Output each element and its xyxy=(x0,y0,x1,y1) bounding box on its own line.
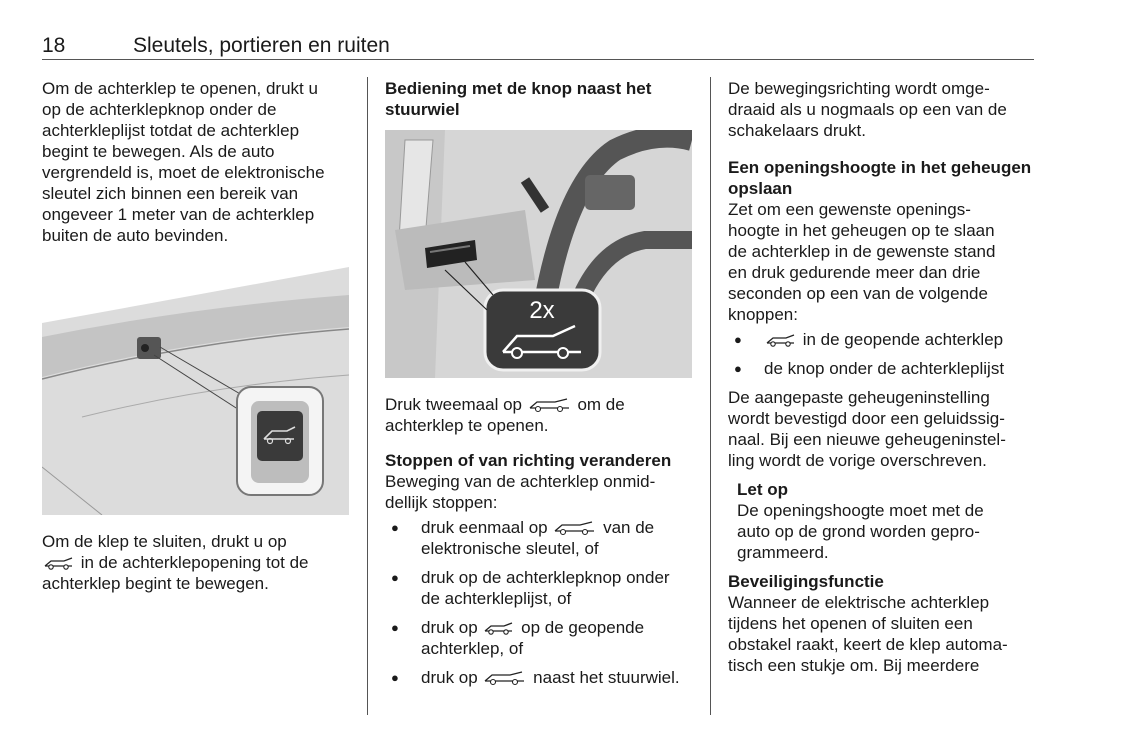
note-box: Let op De openingshoogte moet met de auto op de grond worden gepro- grammeerd. xyxy=(728,479,1040,563)
column-1 xyxy=(42,78,352,594)
tailgate-icon xyxy=(482,620,516,636)
tailgate-open-paragraph: Om de achterklep te openen, drukt u op de achterklepknop onder de achterkleplijst totdat de achterklep begint te bewegen. Als de auto vergrendeld is, moet de elektronische sleutel zich binnen een bereik van ongeveer 1 meter van de achterklep buiten de auto bevinden. xyxy=(42,79,325,245)
tailgate-close-paragraph: Om de klep te sluiten, drukt u op in de achterklepopening tot de achterklep begint te bewegen. xyxy=(42,532,309,593)
tailgate-icon xyxy=(42,555,76,571)
column-divider-1 xyxy=(367,77,368,715)
press-twice-paragraph: Druk tweemaal op om de achterklep te openen. xyxy=(385,395,625,435)
note-heading: Let op xyxy=(737,480,788,499)
direction-paragraph: De bewegingsrichting wordt omge- draaid als u nogmaals op een van de schakelaars drukt. xyxy=(728,79,1007,140)
confirm-paragraph: De aangepaste geheugeninstelling wordt bevestigd door een geluidssig- naal. Bij een nieuwe geheugeninstel- ling wordt de vorige overschreven. xyxy=(728,388,1006,470)
stop-heading: Stoppen of van richting veranderen xyxy=(385,451,672,470)
tailgate-open-icon xyxy=(552,520,598,536)
list-item: ● druk op naast het stuurwiel. xyxy=(385,667,695,688)
list-item: ● druk op op de geopende achterklep, of xyxy=(385,617,695,659)
tailgate-icon xyxy=(764,332,798,348)
memory-heading: Een openingshoogte in het geheugen xyxy=(728,158,1032,177)
header-divider xyxy=(42,59,1034,60)
tailgate-button-illustration xyxy=(42,267,349,515)
security-heading: Beveiligingsfunctie xyxy=(728,572,884,591)
steering-wheel-illustration xyxy=(385,130,692,378)
memory-section: Een openingshoogte in het geheugen opslaan Zet om een gewenste openings- hoogte in het geheugen op te slaan de achterklep in de gewenste stand en druk gedurende meer dan drie seconden op een van de volgende knoppen: xyxy=(728,157,1040,325)
tailgate-open-icon xyxy=(527,397,573,413)
image-badge: 2x xyxy=(529,297,555,324)
tailgate-open-icon xyxy=(482,670,528,686)
list-item: ● de knop onder de achterkleplijst xyxy=(728,358,1040,379)
stop-bullet-list xyxy=(385,517,695,688)
page-title: Sleutels, portieren en ruiten xyxy=(133,34,390,57)
column-3 xyxy=(728,78,1040,676)
list-item: ● druk op de achterklepknop onder de achterkleplijst, of xyxy=(385,567,695,609)
list-item: ● druk eenmaal op van de elektronische sleutel, of xyxy=(385,517,695,559)
page-number: 18 xyxy=(42,34,66,57)
steering-button-heading: Bediening met de knop naast het stuurwiel xyxy=(385,79,652,119)
list-item: ● in de geopende achterklep xyxy=(728,329,1040,350)
security-section: Beveiligingsfunctie Wanneer de elektrische achterklep tijdens het openen of sluiten een obstakel raakt, keert de klep automa- tisch een stukje om. Bij meerdere xyxy=(728,571,1040,676)
memory-bullet-list xyxy=(728,329,1040,379)
stop-section: Stoppen of van richting veranderen Beweging van de achterklep onmid- dellijk stoppen: xyxy=(385,450,695,513)
column-divider-2 xyxy=(710,77,711,715)
column-2 xyxy=(385,78,695,688)
